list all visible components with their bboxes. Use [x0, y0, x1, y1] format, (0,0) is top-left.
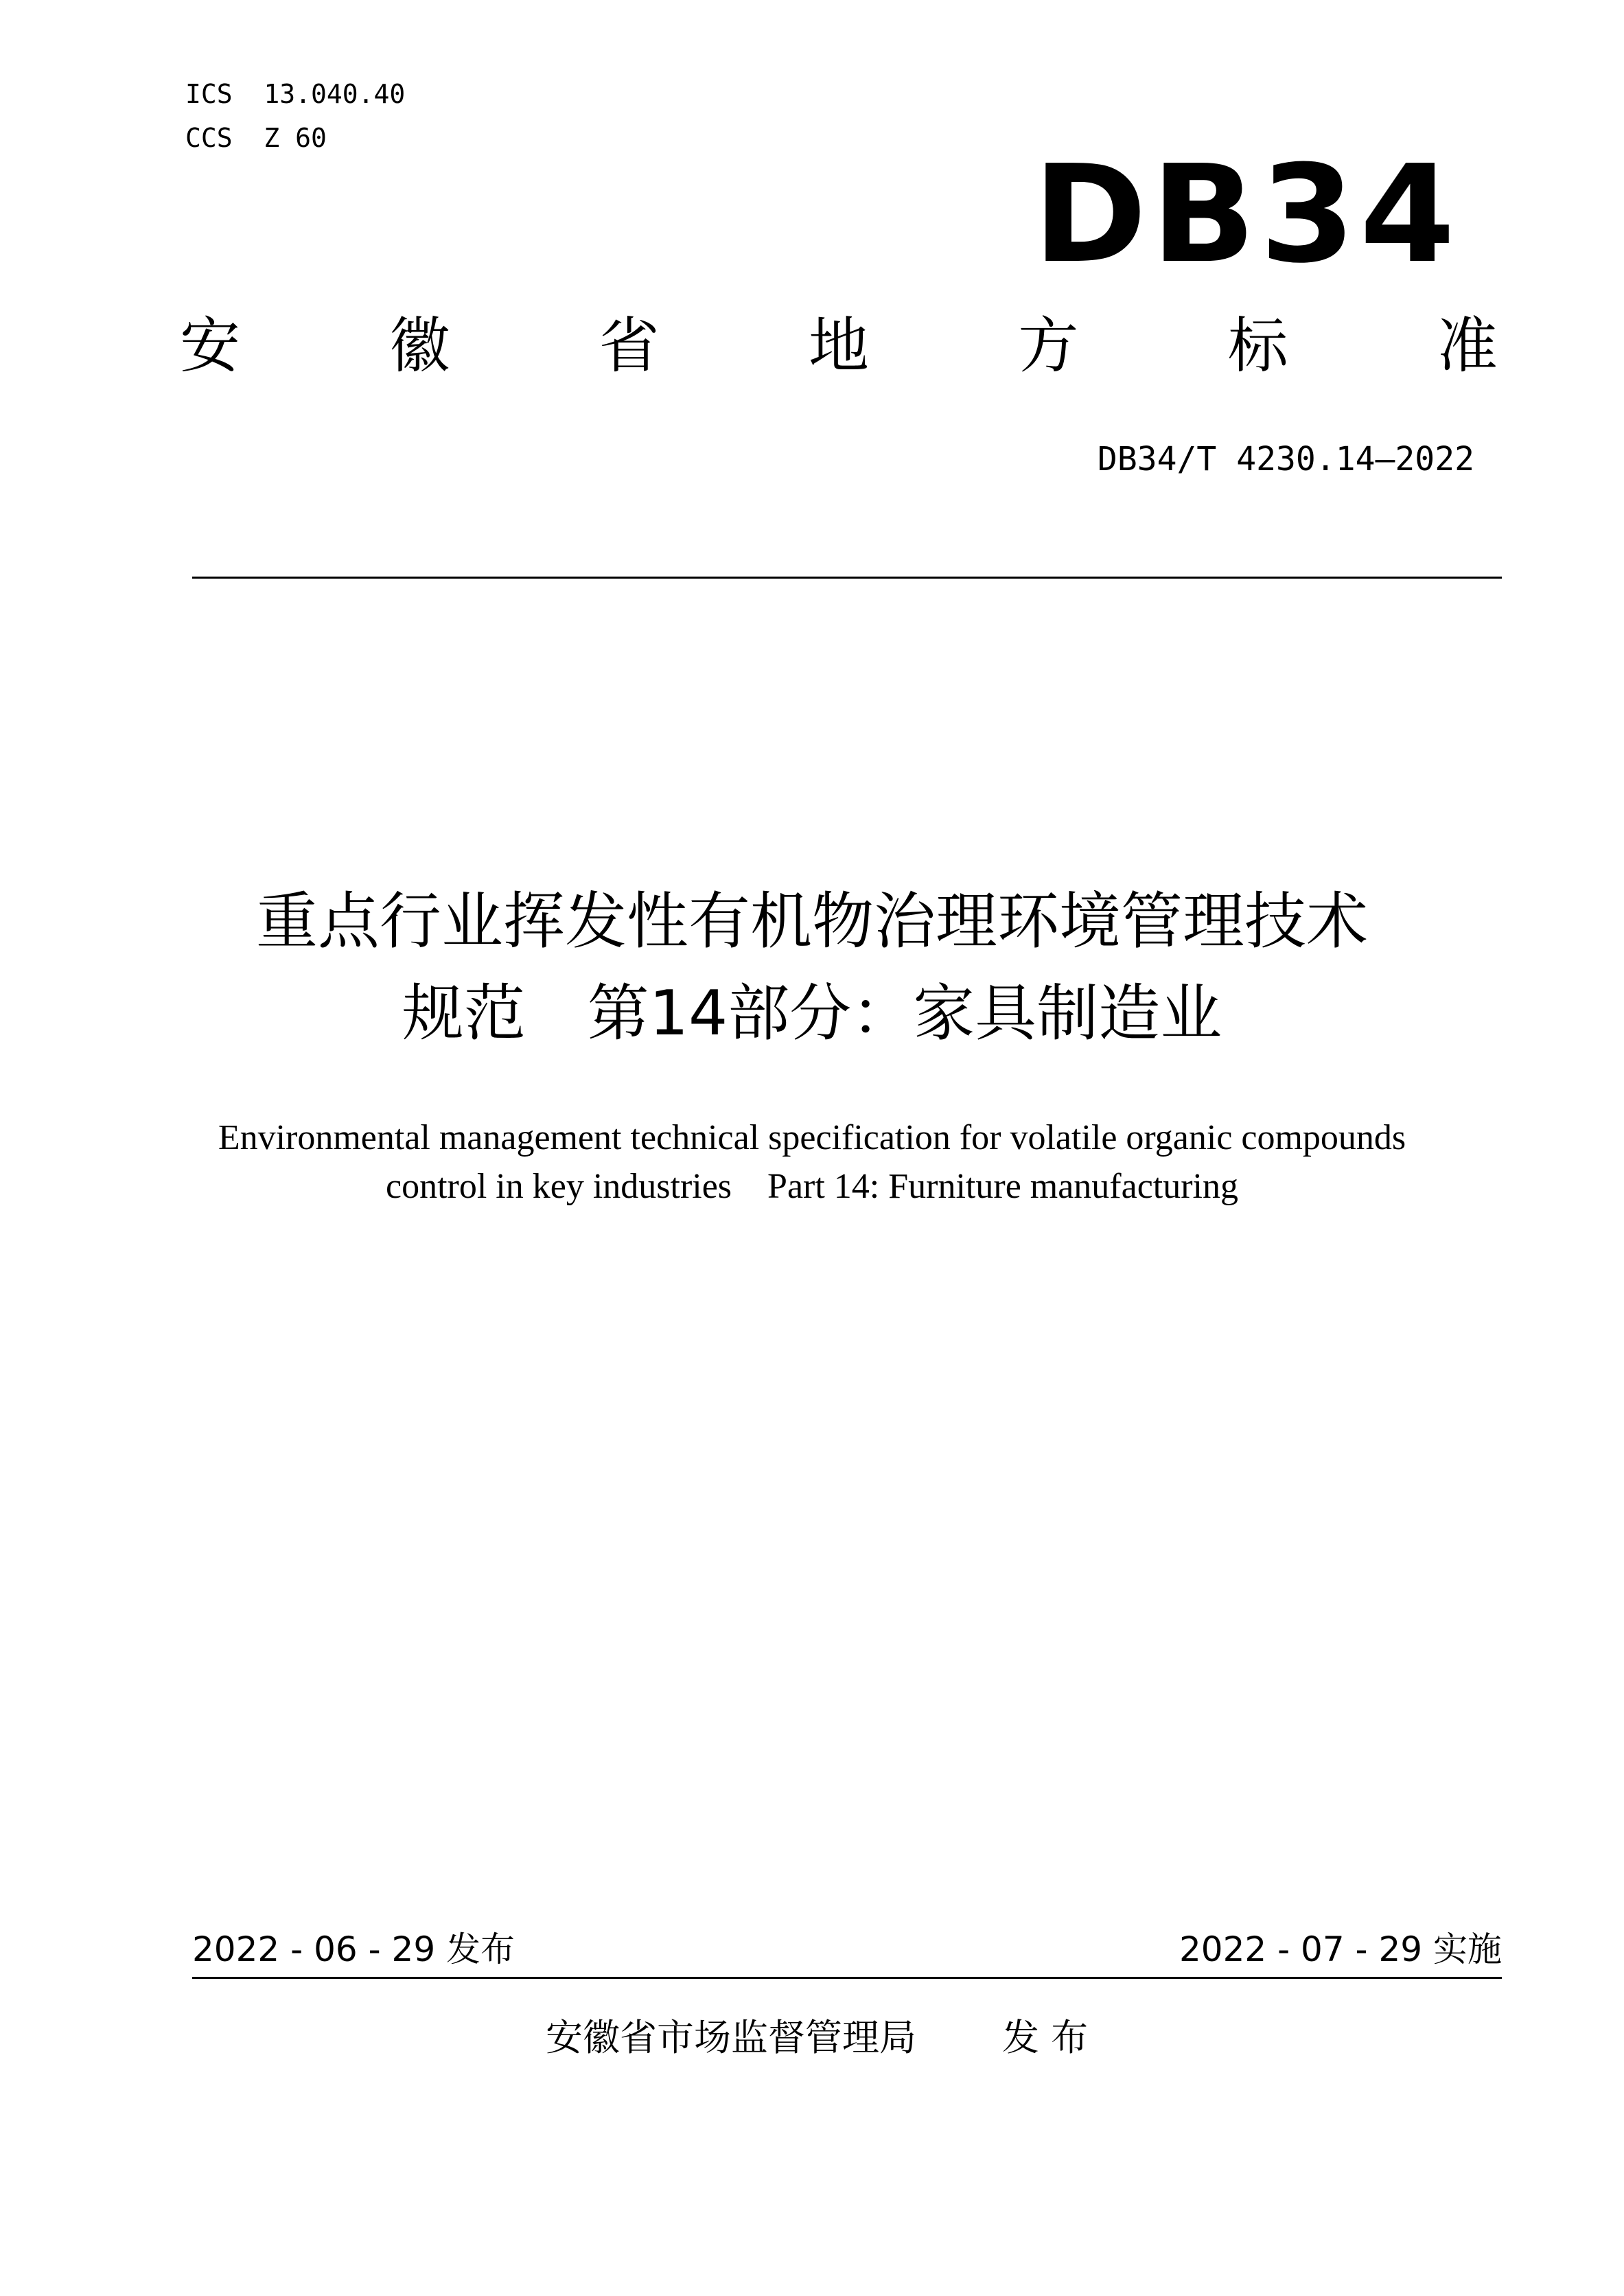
title-chinese-line-1: 重点行业挥发性有机物治理环境管理技术 — [256, 885, 1368, 958]
standard-type-char: 方 — [1018, 310, 1079, 381]
standard-type-heading — [180, 310, 1498, 381]
issuing-authority: 安徽省市场监督管理局 — [546, 2016, 916, 2059]
footer-divider — [192, 1977, 1502, 1979]
db34-logo: DB34 — [1033, 137, 1460, 293]
title-chinese-line-2: 规范 第14部分：家具制造业 — [402, 977, 1222, 1050]
standard-type-char: 徽 — [389, 310, 450, 381]
standard-type-char: 省 — [599, 310, 660, 381]
standard-type-char: 准 — [1437, 310, 1498, 381]
standard-type-char: 安 — [180, 310, 241, 381]
issue-date: 2022 - 06 - 29 发布 — [192, 1929, 515, 1969]
ccs-code: CCS Z 60 — [185, 123, 327, 153]
header-divider — [192, 577, 1502, 579]
title-english-line-2: control in key industries Part 14: Furniture manufacturing — [386, 1167, 1238, 1206]
standard-number: DB34/T 4230.14—2022 — [1097, 440, 1474, 478]
title-english-line-1: Environmental management technical specification for volatile organic compounds — [218, 1118, 1406, 1157]
ics-code: ICS 13.040.40 — [185, 79, 406, 109]
issue-label: 发 布 — [1002, 2016, 1089, 2059]
implementation-date: 2022 - 07 - 29 实施 — [1179, 1929, 1502, 1969]
standard-type-char: 标 — [1227, 310, 1288, 381]
standard-type-char: 地 — [808, 310, 869, 381]
